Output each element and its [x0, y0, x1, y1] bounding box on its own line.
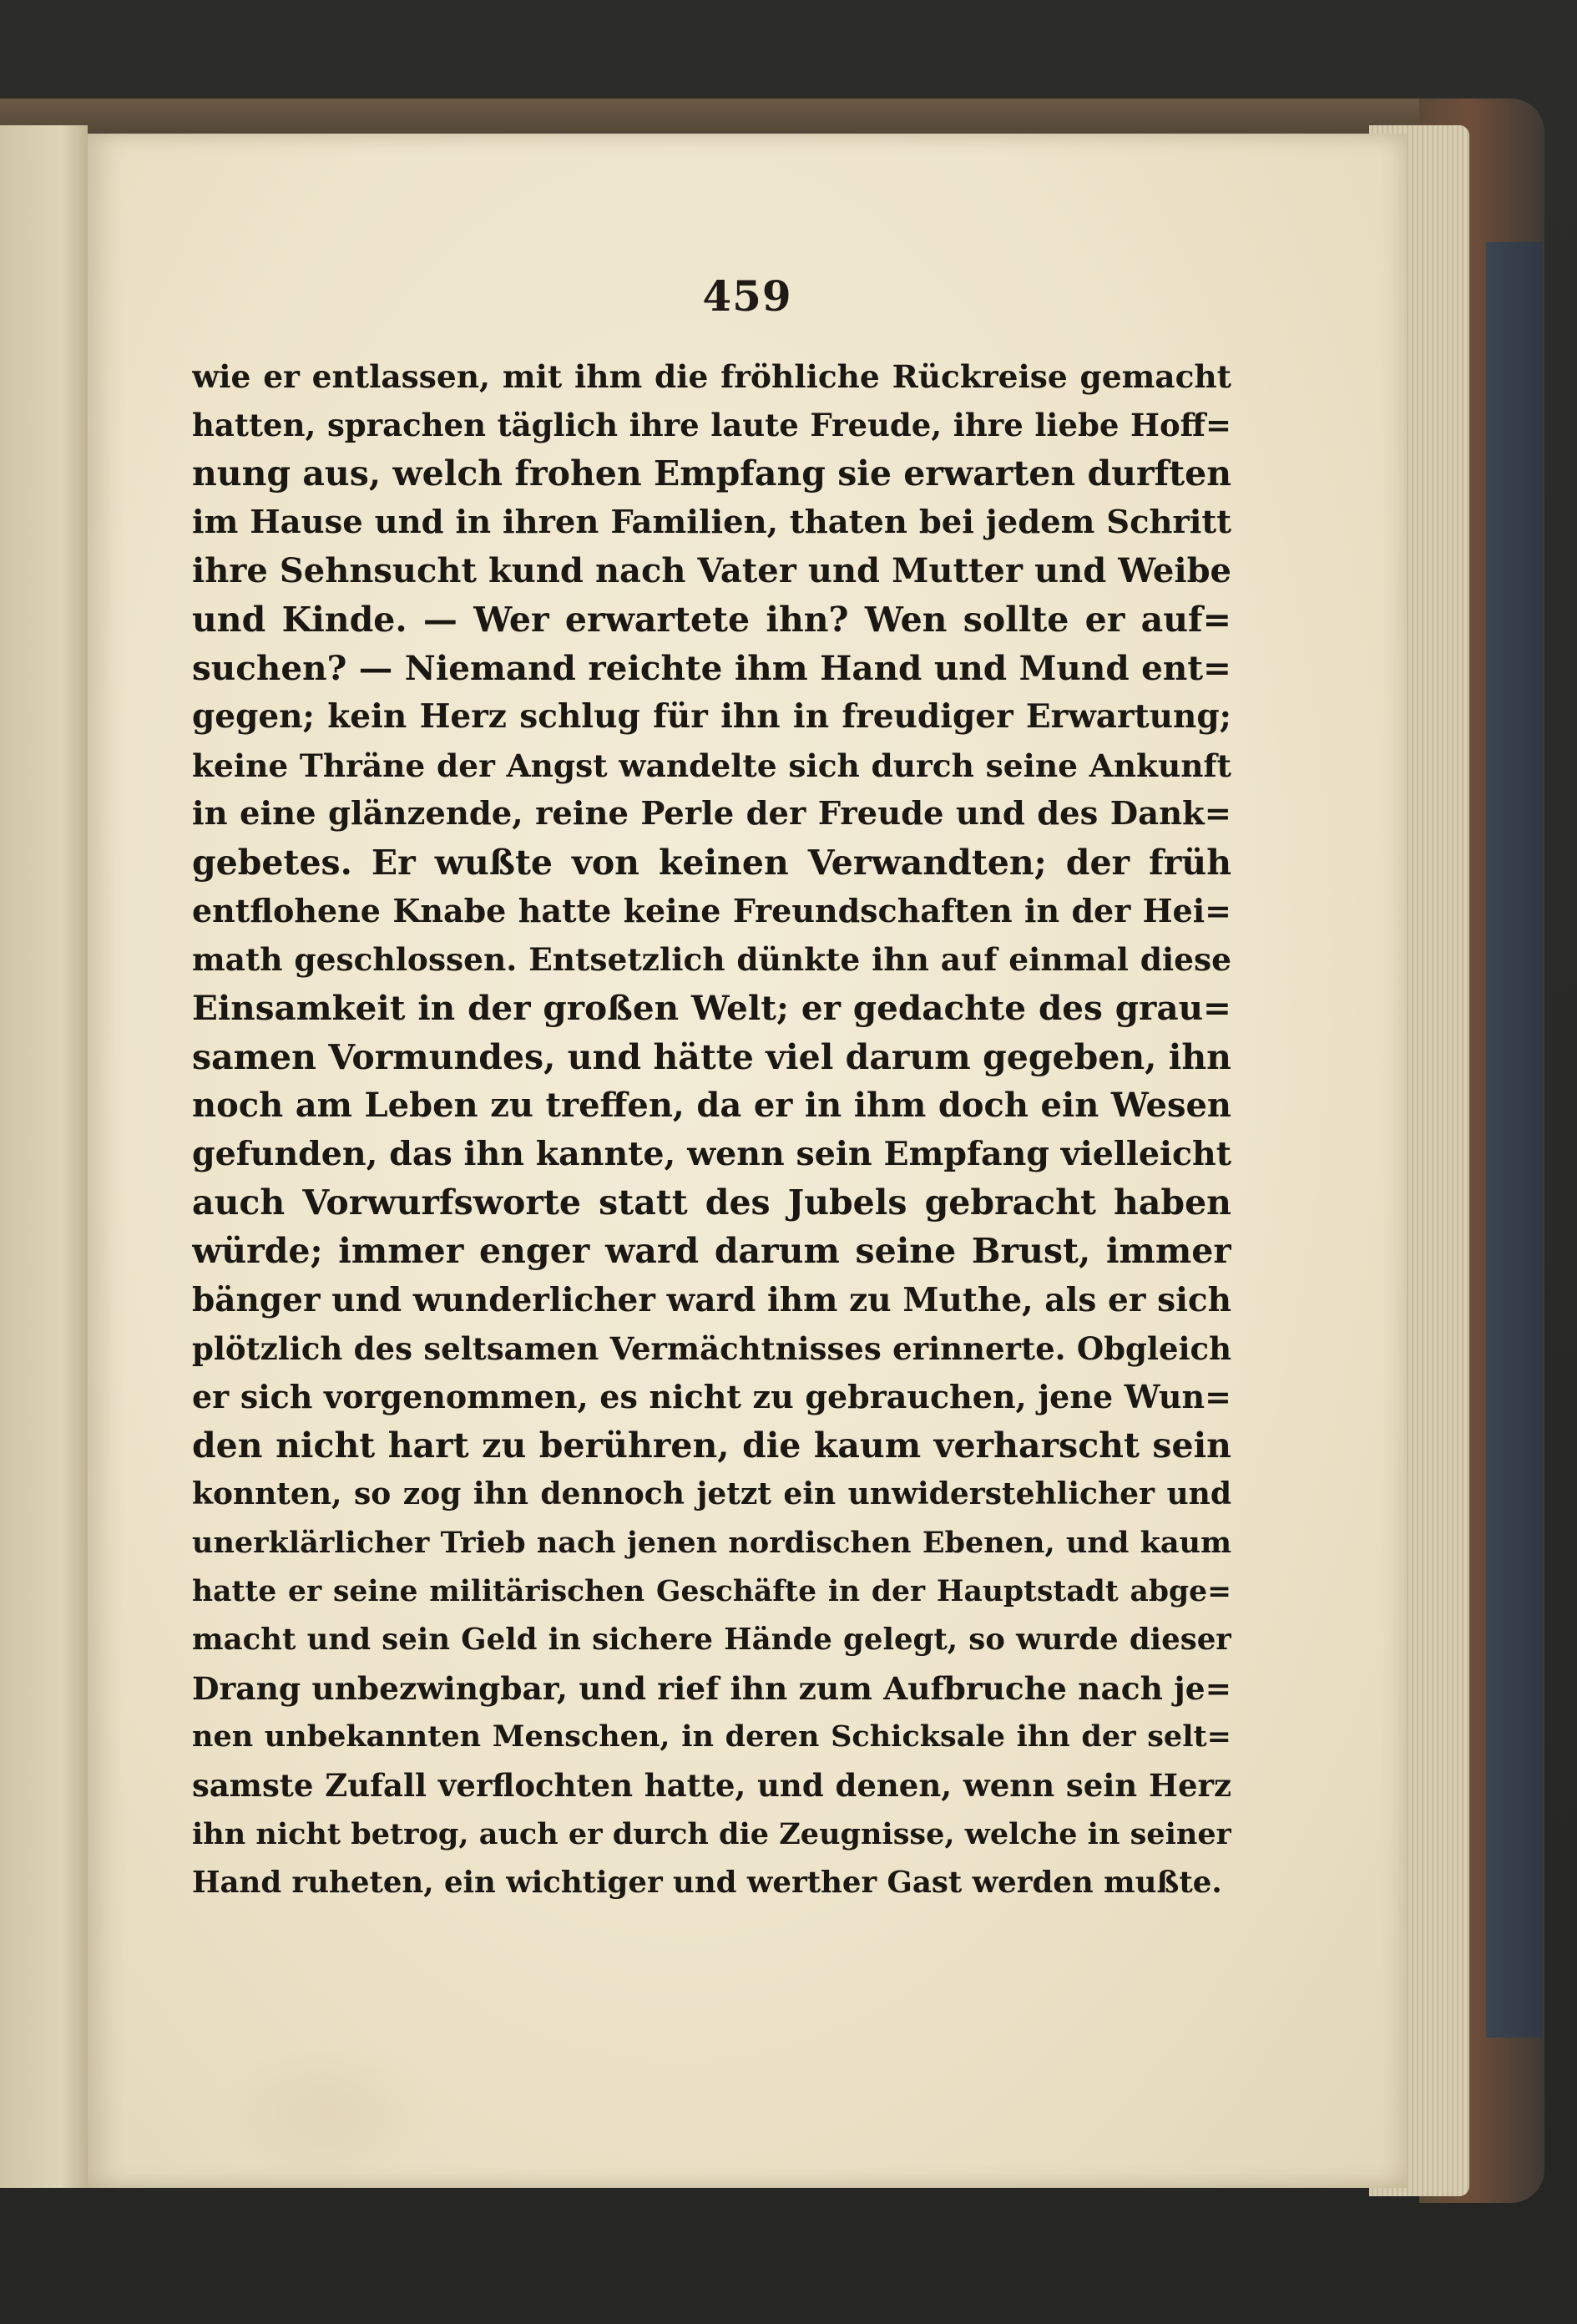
text-line: nen unbekannten Menschen, in deren Schicksale ihn der selt=	[192, 1719, 1231, 1754]
text-line: Einsamkeit in der großen Welt; er gedachte des grau=	[192, 988, 1231, 1029]
text-line: keine Thräne der Angst wandelte sich durch seine Ankunft	[192, 747, 1231, 784]
text-line: den nicht hart zu berühren, die kaum verharscht sein	[192, 1425, 1231, 1466]
text-line: entflohene Knabe hatte keine Freundschaften in der Hei=	[192, 892, 1231, 930]
text-line: nung aus, welch frohen Empfang sie erwarten durften	[192, 453, 1231, 494]
page-number: 459	[702, 271, 792, 321]
text-line: würde; immer enger ward darum seine Brust, immer	[192, 1231, 1231, 1272]
text-line: gebetes. Er wußte von keinen Verwandten; der früh	[192, 842, 1231, 883]
text-line: samste Zufall verflochten hatte, und denen, wenn sein Herz	[192, 1767, 1231, 1805]
text-line: math geschlossen. Entsetzlich dünkte ihn auf einmal diese	[192, 941, 1231, 979]
text-line: unerklärlicher Trieb nach jenen nordischen Ebenen, und kaum	[192, 1525, 1231, 1560]
text-line: noch am Leben zu treffen, da er in ihm doch ein Wesen	[192, 1085, 1231, 1125]
text-line: hatten, sprachen täglich ihre laute Freude, ihre liebe Hoff=	[192, 407, 1231, 444]
text-line: gegen; kein Herz schlug für ihn in freudiger Erwartung;	[192, 697, 1231, 737]
text-line: suchen? — Niemand reichte ihm Hand und Mund ent=	[192, 648, 1231, 689]
text-line: gefunden, das ihn kannte, wenn sein Empfang vielleicht	[192, 1135, 1231, 1173]
paper-stain	[221, 2038, 438, 2188]
book-cover-band	[1486, 242, 1543, 2038]
text-line: im Hause und in ihren Familien, thaten bei jedem Schritt	[192, 503, 1231, 541]
text-line: macht und sein Geld in sichere Hände gelegt, so wurde dieser	[192, 1622, 1231, 1657]
page-text	[192, 352, 1231, 1907]
text-line: konnten, so zog ihn dennoch jetzt ein unwiderstehlicher und	[192, 1476, 1231, 1512]
text-line: wie er entlassen, mit ihm die fröhliche Rückreise gemacht	[192, 358, 1231, 395]
text-line: hatte er seine militärischen Geschäfte in der Hauptstadt abge=	[192, 1574, 1231, 1608]
text-line: ihre Sehnsucht kund nach Vater und Mutter und Weibe	[192, 550, 1231, 590]
text-line: und Kinde. — Wer erwartete ihn? Wen sollte er auf=	[192, 599, 1231, 640]
text-line: samen Vormundes, und hätte viel darum gegeben, ihn	[192, 1036, 1231, 1077]
text-line: in eine glänzende, reine Perle der Freude und des Dank=	[192, 794, 1231, 833]
text-line: ihn nicht betrog, auch er durch die Zeugnisse, welche in seiner	[192, 1816, 1231, 1851]
text-line: plötzlich des seltsamen Vermächtnisses erinnerte. Obgleich	[192, 1329, 1231, 1367]
book-page	[88, 134, 1407, 2188]
text-line: auch Vorwurfsworte statt des Jubels gebracht haben	[192, 1182, 1231, 1223]
text-line: Drang unbezwingbar, und rief ihn zum Aufbruche nach je=	[192, 1670, 1231, 1708]
left-page-edge	[0, 125, 88, 2188]
text-line: er sich vorgenommen, es nicht zu gebrauchen, jene Wun=	[192, 1377, 1231, 1415]
text-line: bänger und wunderlicher ward ihm zu Muthe, als er sich	[192, 1280, 1231, 1319]
text-line: Hand ruheten, ein wichtiger und werther Gast werden mußte.	[192, 1865, 1222, 1900]
